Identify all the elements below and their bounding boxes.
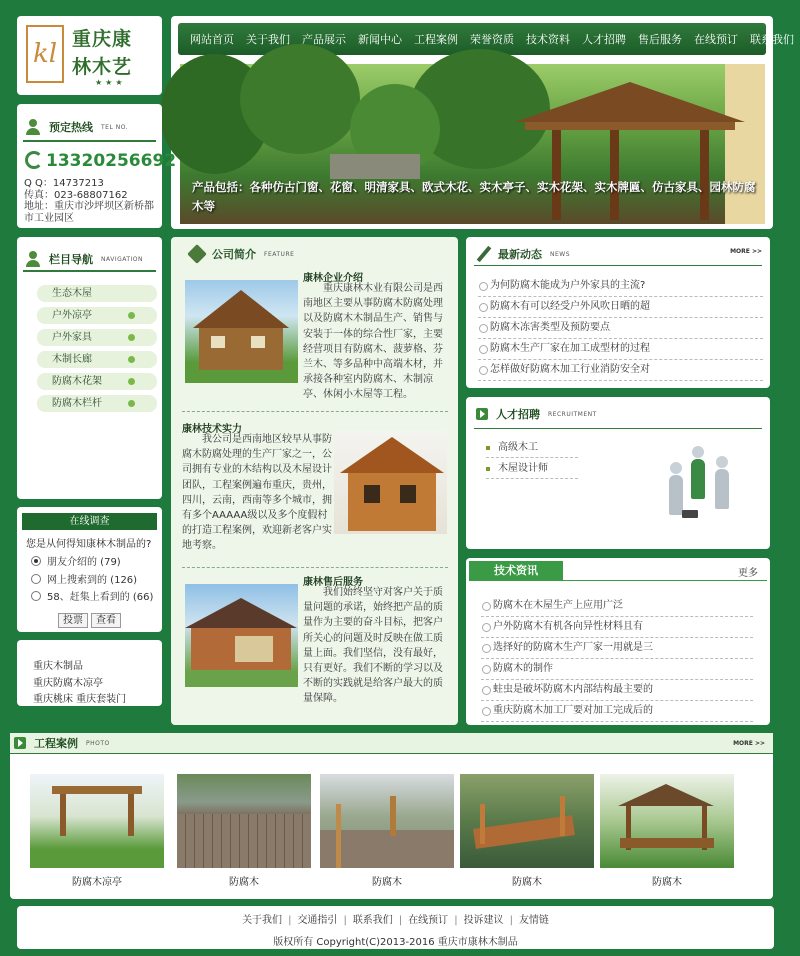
projects-more-link[interactable]: MORE >>	[733, 740, 765, 747]
person-icon	[25, 251, 41, 267]
banner-caption: 产品包括：各种仿古门窗、花窗、明清家具、欧式木花、实木亭子、实木花架、实木牌匾、仿古家具、园林防腐木等	[192, 180, 756, 213]
news-title: 最新动态	[498, 248, 542, 261]
survey-panel	[17, 507, 162, 632]
survey-title: 在线调查	[22, 513, 157, 530]
tech-item[interactable]: 选择好的防腐木生产厂家一用就是三	[481, 638, 753, 659]
quick-link[interactable]: 重庆桃床 重庆套装门	[33, 694, 127, 705]
person-icon	[25, 119, 41, 135]
projects-title: 工程案例	[34, 737, 78, 750]
category-item[interactable]: 防腐木花架	[37, 373, 157, 390]
project-caption[interactable]: 防腐木	[652, 877, 682, 888]
quick-link[interactable]: 重庆防腐木凉亭	[33, 678, 103, 689]
news-header	[476, 241, 570, 267]
team-illustration	[664, 442, 744, 527]
news-panel	[466, 237, 770, 388]
hotline-subtitle: TEL NO.	[101, 123, 129, 131]
tech-item[interactable]: 防腐木在木屋生产上应用广泛	[481, 596, 753, 617]
news-item[interactable]: 防腐木冻害类型及预防要点	[478, 318, 763, 339]
phone-number: 13320256692	[46, 151, 177, 171]
divider	[23, 140, 156, 142]
project-card[interactable]	[177, 774, 311, 888]
tech-item[interactable]: 重庆防腐木加工厂要对加工完成后的	[481, 701, 753, 722]
tech-more-link[interactable]: 更多	[738, 568, 758, 579]
project-caption[interactable]: 防腐木	[229, 877, 259, 888]
copyright: 版权所有 Copyright(C)2013-2016 重庆市康林木制品	[273, 937, 518, 948]
radio-icon[interactable]	[31, 591, 41, 601]
company-section-text: 我们始终坚守对客户关于质量问题的承诺，始终把产品的质量作为主要的奋斗目标，把客户所关心的问题及时反映在做工质量上面。我们坚信，没有最好，只有更好。我们不断的学习以及不断的实践就是给客户最大的质量保障。	[303, 587, 443, 705]
contact-info	[24, 178, 160, 224]
project-caption[interactable]: 防腐木	[512, 877, 542, 888]
logo-stars: ★★★	[95, 78, 126, 87]
news-item[interactable]: 防腐木生产厂家在加工成型材的过程	[478, 339, 763, 360]
nav-item-service[interactable]: 售后服务	[638, 33, 682, 46]
hotline-panel	[17, 104, 177, 228]
company-subtitle: FEATURE	[264, 250, 295, 258]
divider	[469, 580, 767, 581]
pencil-icon	[476, 246, 492, 262]
job-item[interactable]: 木屋设计师	[486, 459, 578, 479]
nav-item-honors[interactable]: 荣誉资质	[470, 33, 514, 46]
divider	[474, 265, 762, 266]
contact-address: 地址：重庆市沙坪坝区新桥都市工业园区	[24, 201, 154, 224]
project-card[interactable]	[600, 774, 734, 888]
category-nav-header	[25, 246, 143, 272]
nav-item-about[interactable]: 关于我们	[246, 33, 290, 46]
project-image[interactable]	[320, 774, 454, 868]
log-cabin-image	[185, 280, 298, 383]
phone-icon	[25, 151, 43, 169]
survey-option[interactable]	[31, 553, 121, 568]
survey-option-label: 网上搜索到的 (126)	[47, 575, 138, 586]
survey-option[interactable]	[31, 588, 153, 603]
nav-item-tech[interactable]: 技术资料	[526, 33, 570, 46]
radio-icon[interactable]	[31, 574, 41, 584]
news-more-link[interactable]: MORE >>	[730, 248, 762, 255]
hotline-title: 预定热线	[49, 121, 93, 134]
company-section-text: 重庆康林木业有限公司是西南地区主要从事防腐木防腐处理以及防腐木木制品生产、销售与安装于一体的综合性厂家，主要经营项目有防腐木、菠萝格、芬兰木、等多品种中高端木材，并承接各种室内防腐木、木制凉亭、休闲小木屋等工程。	[303, 283, 443, 401]
logo-text-line2: 林木艺	[72, 56, 133, 78]
project-image[interactable]	[177, 774, 311, 868]
contact-qq: Q Q：14737213	[24, 178, 104, 189]
villa-image	[185, 584, 298, 687]
divider	[182, 567, 448, 568]
logo-mark: kl	[26, 25, 64, 83]
recruitment-panel	[466, 397, 770, 549]
category-item[interactable]: 户外凉亭	[37, 307, 157, 324]
view-results-button[interactable]: 查看	[91, 613, 121, 628]
tech-item[interactable]: 户外防腐木有机各向异性材料且有	[481, 617, 753, 638]
contact-fax: 传真：023-68807162	[24, 189, 128, 201]
radio-selected-icon[interactable]	[31, 556, 41, 566]
logo[interactable]	[17, 16, 162, 95]
survey-option[interactable]	[31, 571, 137, 586]
quick-link[interactable]: 重庆木制品	[33, 661, 83, 672]
nav-item-contact[interactable]: 联系我们	[750, 33, 794, 46]
nav-item-cases[interactable]: 工程案例	[414, 33, 458, 46]
wooden-house-image	[334, 431, 447, 534]
project-caption[interactable]: 防腐木凉亭	[72, 877, 122, 888]
tag-icon	[187, 244, 207, 264]
footer-link[interactable]: 联系我们	[352, 915, 393, 926]
footer-link[interactable]: 交通指引	[297, 915, 338, 926]
news-subtitle: NEWS	[550, 250, 571, 258]
tech-info-panel	[466, 558, 770, 725]
hotline-header	[25, 114, 128, 140]
project-image[interactable]	[30, 774, 164, 868]
category-nav-panel	[17, 237, 162, 499]
company-section-title: 康林企业介绍	[303, 273, 363, 284]
divider	[182, 411, 448, 412]
tech-item[interactable]: 防腐木的制作	[481, 659, 753, 680]
category-item[interactable]: 木制长廊	[37, 351, 157, 368]
category-item[interactable]: 户外家具	[37, 329, 157, 346]
company-section-title: 康林技术实力	[182, 424, 242, 435]
category-list	[37, 285, 157, 417]
survey-option-label: 58、赶集上看到的 (66)	[47, 592, 154, 603]
company-section-title: 康林售后服务	[303, 577, 363, 588]
category-nav-subtitle: NAVIGATION	[101, 255, 144, 263]
divider	[23, 270, 156, 272]
project-caption[interactable]: 防腐木	[372, 877, 402, 888]
arrow-icon	[476, 408, 488, 420]
footer-link[interactable]: 友情链	[518, 915, 549, 926]
project-card[interactable]	[320, 774, 454, 888]
nav-item-booking[interactable]: 在线预订	[694, 33, 738, 46]
company-section-text: 我公司是西南地区较早从事防腐木防腐处理的生产厂家之一，公司拥有专业的木结构以及木屋设计团队，工程案例遍布重庆，贵州，四川，云南，西南等多个城市，拥有多个AAAAA级以及多个度假村的打造工程案例，欢迎新老客户实地考察。	[182, 434, 332, 552]
divider	[10, 753, 773, 754]
project-image[interactable]	[600, 774, 734, 868]
nav-item-news[interactable]: 新闻中心	[358, 33, 402, 46]
news-item[interactable]: 防腐木有可以经受户外风吹日晒的超	[478, 297, 763, 318]
vote-button[interactable]: 投票	[58, 613, 88, 628]
project-image[interactable]	[460, 774, 594, 868]
nav-item-products[interactable]: 产品展示	[302, 33, 346, 46]
header-area	[171, 16, 794, 229]
category-item[interactable]: 生态木屋	[37, 285, 157, 302]
survey-option-label: 朋友介绍的 (79)	[47, 557, 121, 568]
recruitment-subtitle: RECRUITMENT	[548, 410, 597, 418]
logo-text-line1: 重庆康	[72, 28, 133, 50]
survey-question: 您是从何得知康林木制品的?	[26, 539, 152, 550]
footer-link[interactable]: 投诉建议	[463, 915, 504, 926]
tech-info-tab[interactable]: 技术资讯	[469, 561, 563, 580]
recruitment-title: 人才招聘	[496, 408, 540, 421]
news-item[interactable]: 怎样做好防腐木加工行业消防安全对	[478, 360, 763, 381]
news-item[interactable]: 为何防腐木能成为户外家具的主流?	[478, 276, 763, 297]
nav-item-home[interactable]: 网站首页	[190, 33, 234, 46]
footer	[17, 906, 774, 949]
banner-image	[180, 64, 765, 224]
footer-link[interactable]: 关于我们	[242, 915, 283, 926]
news-list	[478, 276, 763, 381]
projects-panel	[10, 733, 773, 899]
job-item[interactable]: 高级木工	[486, 438, 578, 458]
projects-header	[10, 733, 773, 753]
company-title: 公司简介	[212, 248, 256, 261]
tech-info-list	[481, 596, 753, 722]
category-nav-title: 栏目导航	[49, 253, 93, 266]
projects-subtitle: PHOTO	[86, 739, 110, 747]
company-intro-panel	[171, 237, 458, 725]
footer-links: 关于我们 | 交通指引 | 联系我们 | 在线预订 | 投诉建议 | 友情链	[242, 915, 549, 926]
quick-links-panel	[17, 640, 162, 706]
arrow-icon	[14, 737, 26, 749]
category-item[interactable]: 防腐木栏杆	[37, 395, 157, 412]
project-card[interactable]	[460, 774, 594, 888]
company-header	[190, 241, 294, 267]
tech-item[interactable]: 蛀虫是破坏防腐木内部结构最主要的	[481, 680, 753, 701]
project-card[interactable]	[30, 774, 164, 888]
footer-link[interactable]: 在线预订	[408, 915, 449, 926]
divider	[474, 428, 762, 429]
recruitment-header	[476, 401, 597, 427]
nav-item-jobs[interactable]: 人才招聘	[582, 33, 626, 46]
